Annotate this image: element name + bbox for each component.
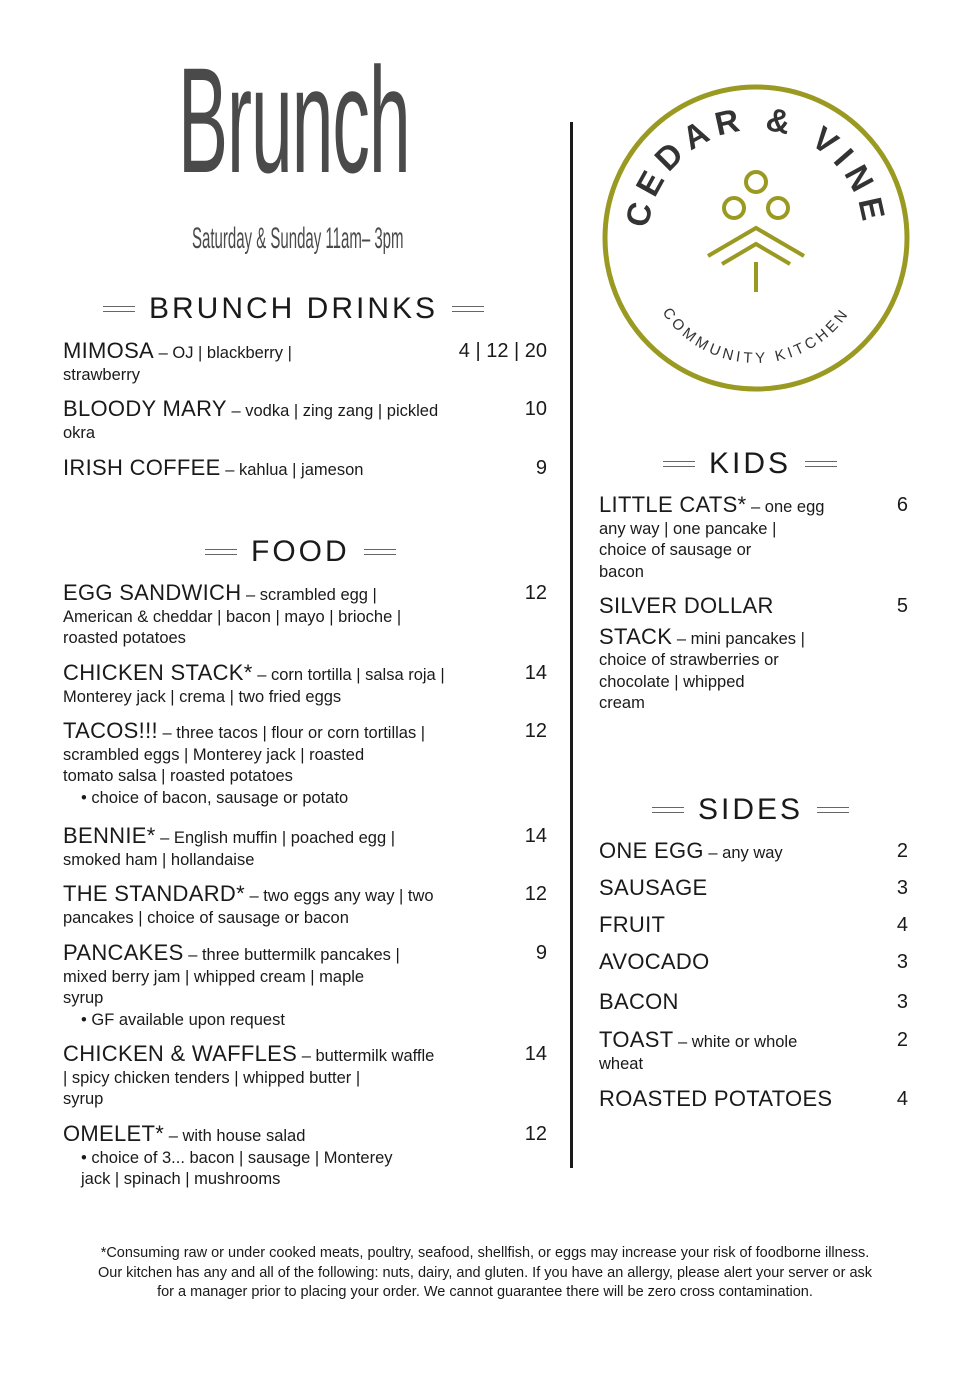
section-sides	[652, 793, 849, 827]
item-price: 6	[896, 494, 908, 516]
item-name-cont: STACK	[599, 623, 673, 649]
section-kids	[663, 447, 837, 481]
side-item	[599, 991, 908, 1016]
drink-item	[63, 457, 547, 482]
side-item	[599, 1088, 908, 1113]
item-desc: – corn tortilla | salsa roja |	[257, 666, 445, 684]
food-item	[63, 825, 547, 871]
heading-rule	[452, 306, 484, 312]
item-desc-cont: syrup	[63, 989, 104, 1007]
item-price: 5	[896, 595, 908, 617]
item-desc: – buttermilk waffle	[301, 1047, 435, 1065]
item-desc-cont: American & cheddar | bacon | mayo | brioche |	[63, 607, 402, 626]
food-item	[63, 883, 547, 929]
item-name: THE STANDARD*	[63, 881, 245, 906]
item-price: 2	[896, 840, 908, 862]
item-name: SILVER DOLLAR	[599, 593, 774, 618]
item-name: FRUIT	[599, 912, 666, 937]
item-desc-cont: tomato salsa | roasted potatoes	[63, 767, 293, 785]
food-item	[63, 1043, 547, 1111]
section-food	[205, 535, 396, 569]
item-desc-cont: | spicy chicken tenders | whipped butter |	[63, 1068, 361, 1087]
item-desc-cont: choice of sausage or	[599, 541, 752, 559]
item-price: 12	[524, 582, 547, 604]
item-price: 4	[896, 914, 908, 936]
item-name: CHICKEN & WAFFLES	[63, 1041, 298, 1066]
tree-icon	[708, 172, 804, 292]
food-item	[63, 1123, 547, 1191]
food-item	[63, 720, 547, 809]
logo-bottom-text: COMMUNITY KITCHEN	[658, 304, 854, 368]
item-price: 14	[524, 662, 547, 684]
logo-top-text: CEDAR & VINE	[618, 99, 894, 231]
section-heading: FOOD	[251, 535, 350, 568]
item-desc: – with house salad	[168, 1127, 306, 1145]
item-price: 4	[896, 1088, 908, 1110]
item-desc-cont: roasted potatoes	[63, 629, 186, 647]
side-item	[599, 914, 908, 939]
item-desc: – three buttermilk pancakes |	[188, 946, 400, 964]
item-name: EGG SANDWICH	[63, 580, 242, 605]
item-desc-cont: strawberry	[63, 365, 141, 384]
cedar-vine-logo	[600, 82, 912, 394]
item-price: 3	[896, 877, 908, 899]
food-item	[63, 582, 547, 650]
item-name: ROASTED POTATOES	[599, 1086, 833, 1111]
item-name: BENNIE*	[63, 823, 156, 848]
item-desc: – one egg	[751, 498, 825, 516]
menu-title: Brunch	[178, 36, 410, 204]
drink-item	[63, 340, 547, 386]
side-item	[599, 877, 908, 902]
hours-subtitle: Saturday & Sunday 11am– 3pm	[192, 222, 404, 255]
item-name: PANCAKES	[63, 940, 184, 965]
item-desc: – vodka | zing zang | pickled	[231, 402, 439, 420]
item-desc-cont: syrup	[63, 1090, 104, 1108]
item-desc: – scrambled egg |	[245, 586, 377, 604]
item-price: 12	[524, 720, 547, 742]
item-name: ONE EGG	[599, 838, 704, 863]
item-note: • choice of bacon, sausage or potato	[81, 788, 349, 807]
side-item	[599, 840, 908, 865]
item-note-cont: jack | spinach | mushrooms	[81, 1170, 281, 1188]
section-heading: KIDS	[709, 447, 792, 480]
side-item	[599, 951, 908, 976]
item-desc: – white or whole	[678, 1033, 798, 1051]
food-item	[63, 662, 547, 708]
item-name: TOAST	[599, 1027, 674, 1052]
heading-rule	[103, 306, 135, 312]
side-item	[599, 1029, 908, 1075]
item-name: IRISH COFFEE	[63, 455, 221, 480]
item-desc: – OJ | blackberry |	[158, 344, 292, 362]
item-desc: – three tacos | flour or corn tortillas |	[162, 724, 426, 742]
heading-rule	[652, 807, 684, 813]
section-brunch-drinks	[103, 292, 484, 326]
item-desc-cont: mixed berry jam | whipped cream | maple	[63, 967, 365, 986]
item-price: 12	[524, 1123, 547, 1145]
item-name: SAUSAGE	[599, 875, 708, 900]
kids-item	[599, 494, 908, 583]
item-price: 3	[896, 991, 908, 1013]
item-desc-cont: bacon	[599, 562, 644, 581]
heading-rule	[805, 461, 837, 467]
section-heading: BRUNCH DRINKS	[149, 292, 439, 325]
item-name: OMELET*	[63, 1121, 165, 1146]
section-heading: SIDES	[698, 793, 804, 826]
heading-rule	[364, 549, 396, 555]
item-desc-cont: scrambled eggs | Monterey jack | roasted	[63, 745, 365, 764]
heading-rule	[817, 807, 849, 813]
food-item	[63, 942, 547, 1031]
item-desc-cont: wheat	[599, 1054, 644, 1073]
item-price: 3	[896, 951, 908, 973]
item-desc-cont: pancakes | choice of sausage or bacon	[63, 908, 349, 927]
item-price: 14	[524, 825, 547, 847]
item-name: TACOS!!!	[63, 718, 158, 743]
item-desc-cont: smoked ham | hollandaise	[63, 850, 255, 869]
item-name: CHICKEN STACK*	[63, 660, 253, 685]
item-desc-cont: okra	[63, 423, 96, 442]
item-desc-cont: any way | one pancake |	[599, 519, 777, 538]
item-name: BACON	[599, 989, 679, 1014]
item-price: 14	[524, 1043, 547, 1065]
item-name: LITTLE CATS*	[599, 492, 747, 517]
item-name: AVOCADO	[599, 949, 710, 974]
item-desc: – any way	[708, 844, 783, 862]
item-desc: – kahlua | jameson	[225, 461, 364, 479]
item-note: • choice of 3... bacon | sausage | Monterey	[81, 1148, 393, 1167]
item-desc-cont: choice of strawberries or	[599, 651, 779, 669]
heading-rule	[205, 549, 237, 555]
item-desc-cont: Monterey jack | crema | two fried eggs	[63, 687, 342, 706]
allergy-disclaimer: *Consuming raw or under cooked meats, poultry, seafood, shellfish, or eggs may increase your risk of foodborne illness. Our kitchen has any and all of the following: nuts, dairy, and gluten. If you have an allergy, please alert your server or ask for a manager prior to placing your order. We cannot guarantee there will be zero cross contamination.	[97, 1245, 873, 1300]
item-price: 9	[535, 942, 547, 964]
item-name: BLOODY MARY	[63, 396, 227, 421]
item-note: • GF available upon request	[81, 1010, 285, 1029]
kids-item	[599, 595, 908, 715]
item-desc: – mini pancakes |	[676, 629, 805, 648]
drink-item	[63, 398, 547, 444]
item-desc-cont: chocolate | whipped	[599, 672, 745, 691]
item-desc: – English muffin | poached egg |	[160, 829, 396, 847]
item-name: MIMOSA	[63, 338, 155, 363]
item-price: 12	[524, 883, 547, 905]
item-price: 10	[524, 398, 547, 420]
item-price: 4 | 12 | 20	[458, 340, 547, 362]
item-price: 2	[896, 1029, 908, 1051]
item-desc: – two eggs any way | two	[249, 887, 434, 905]
heading-rule	[663, 461, 695, 467]
item-price: 9	[535, 457, 547, 479]
column-divider	[570, 122, 573, 1168]
item-desc-cont: cream	[599, 694, 645, 712]
